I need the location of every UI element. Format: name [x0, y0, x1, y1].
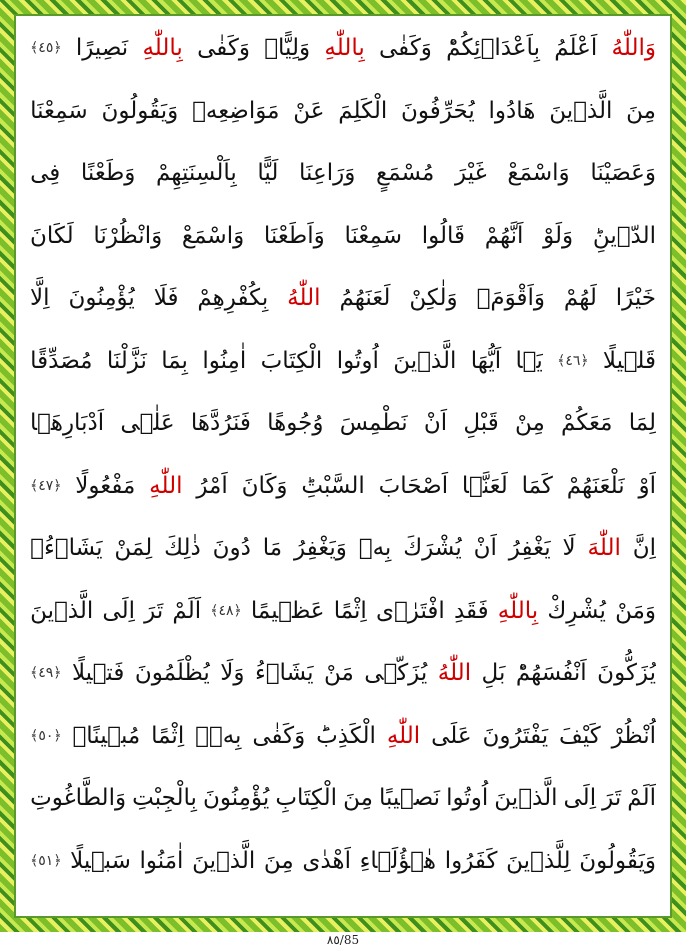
word: مِنْ — [514, 410, 545, 436]
word: نَصٖيبًا — [378, 785, 441, 811]
word: يُزَكُّونَ — [597, 660, 656, 686]
page-number: ٨٥/85 — [326, 933, 360, 947]
word: فَنَرُدَّهَا — [190, 410, 251, 436]
word: لَعَنَهُمُ — [339, 285, 391, 311]
word: الْكِتَابَ — [260, 347, 323, 374]
word: نَطْمِسَ — [339, 410, 408, 436]
word: اَلَمْ — [627, 785, 656, 811]
word: بِكُفْرِهِمْ — [197, 285, 269, 311]
word: مِنَ — [626, 97, 656, 124]
word: مُسْمَعٍ — [375, 160, 435, 186]
word: فَتٖيلًا — [71, 660, 125, 686]
word: يُحَرِّفُونَ — [401, 97, 475, 124]
word: اُنْظُرْ — [611, 722, 656, 749]
word: فَلَا — [153, 285, 179, 311]
word: قَالُوا — [421, 222, 466, 249]
word: وَاسْمَعْ — [507, 160, 570, 186]
divine-name-word: اللّٰهِ — [386, 722, 421, 749]
word: بِالْجِبْتِ — [132, 785, 197, 811]
word: هٰۤؤُلَۤاءِ — [359, 847, 437, 874]
word: يُشْرَكَ — [403, 535, 462, 561]
word: وَيَقُولُونَ — [101, 97, 179, 124]
word: وَاَطَعْنَا — [263, 222, 325, 249]
word: لِلَّذٖينَ — [506, 847, 571, 874]
word: بِاَلْسِنَتِهِمْ — [156, 160, 237, 186]
word: لَا — [562, 535, 576, 561]
word: اٰمِنُوا — [202, 347, 247, 374]
word: قَبْلِ — [463, 410, 499, 436]
word: فِى — [30, 160, 61, 186]
word: وَكَفٰى — [252, 722, 306, 749]
word: لَهُمْ — [563, 285, 597, 311]
word: وَلَا — [220, 660, 245, 686]
word: يَغْفِرُ — [508, 535, 551, 561]
word: دُونَ — [212, 535, 251, 561]
word: قَلٖيلًا — [602, 347, 656, 374]
text-line — [30, 397, 656, 449]
word: يُزَكّٖى — [364, 660, 428, 686]
word: اَدْبَارِهَۤا — [30, 410, 105, 436]
word: اِلَى — [563, 785, 597, 811]
word: وَعَصَيْنَا — [590, 160, 656, 186]
word: نَزَّلْنَا — [106, 347, 147, 374]
word: بِمَا — [161, 347, 188, 374]
word: لَيًّا — [257, 160, 279, 186]
word: اَعْلَمُ — [554, 35, 598, 61]
word: لَعَنَّۤا — [461, 472, 508, 499]
text-line — [30, 335, 656, 387]
text-line — [30, 585, 656, 637]
word: اِلَى — [102, 597, 135, 624]
word: لِمَنْ — [114, 535, 153, 561]
word: الَّذٖينَ — [192, 847, 256, 874]
word: اَمْرُ — [196, 472, 228, 499]
ayah-number: ﴿٤٩﴾ — [30, 665, 62, 681]
text-line — [30, 147, 656, 199]
word: وَلِيًّاۙ — [264, 35, 311, 61]
text-line — [30, 460, 656, 512]
word: يُظْلَمُونَ — [134, 660, 210, 686]
word: يُؤْمِنُونَ — [68, 285, 135, 311]
divine-name-word: اللّٰهَ — [587, 535, 621, 561]
word: تَرَ — [144, 597, 164, 624]
word: كَيْفَ — [559, 722, 601, 749]
word: مُبٖينًاۚ — [72, 722, 141, 749]
word: وَيَقُولُونَ — [579, 847, 656, 874]
divine-name-word: وَاللّٰهُ — [611, 35, 656, 61]
text-line — [30, 647, 656, 699]
ayah-number: ﴿٤٧﴾ — [30, 477, 62, 494]
ayah-number: ﴿٤٥﴾ — [30, 40, 62, 56]
word: اَنْ — [473, 535, 497, 561]
word: عَنْ — [293, 97, 325, 124]
word: مَوَاضِعِهٖ — [192, 97, 280, 124]
word: الْكَذِبَؕ — [316, 722, 376, 749]
word: اَنْ — [423, 410, 448, 436]
word: عَلٰۤى — [120, 410, 175, 436]
word: مِنَ — [263, 847, 294, 874]
word: اِلَّا — [30, 285, 50, 311]
word: وَلٰكِنْ — [409, 285, 458, 311]
word: مَعَكُمْ — [561, 410, 613, 436]
word: اِنَّ — [632, 535, 656, 561]
word: الْكَلِمَ — [338, 97, 388, 124]
word: الْكِتَابِ — [275, 785, 338, 811]
word: ذٰلِكَ — [164, 535, 201, 561]
word: تَرَ — [602, 785, 622, 811]
text-line — [30, 85, 656, 137]
word: افْتَرٰۤى — [375, 597, 445, 624]
word: مُصَدِّقًا — [30, 347, 93, 374]
divine-name-word: اللّٰهُ — [287, 285, 321, 311]
word: اَهْدٰى — [302, 847, 351, 874]
text-line — [30, 710, 656, 762]
divine-name-word: بِاللّٰهِ — [142, 35, 183, 61]
text-line — [30, 772, 656, 824]
word: يُشْرِكْ — [547, 597, 606, 624]
word: اَيُّهَا — [470, 347, 502, 374]
text-line — [30, 835, 656, 887]
word: اَنْفُسَهُمْؕ — [515, 660, 587, 686]
word: كَفَرُوا — [444, 847, 498, 874]
word: وَيَغْفِرُ — [293, 535, 347, 561]
divine-name-word: بِاللّٰهِ — [497, 597, 539, 624]
word: اِثْمًا — [333, 597, 367, 624]
word: الَّذٖينَ — [393, 347, 457, 374]
word: نَلْعَنَهُمْ — [566, 472, 625, 499]
word: يَشَاۤءُۚ — [30, 535, 103, 561]
text-line — [30, 522, 656, 574]
word: الدّٖينِؕ — [592, 222, 656, 249]
word: يَشَاۤءُ — [254, 660, 314, 686]
divine-name-word: اللّٰهِ — [149, 472, 183, 499]
word: وَالطَّاغُوتِ — [30, 785, 127, 811]
word: خَيْرًا — [615, 285, 656, 311]
word: عَلَى — [431, 722, 472, 749]
word: لَكَانَ — [30, 222, 74, 249]
word: اِثْمًا — [151, 722, 185, 749]
word: سَمِعْنَا — [344, 222, 403, 249]
text-line — [30, 22, 656, 74]
word: السَّبْتِؕ — [301, 472, 365, 499]
word: لِمَا — [628, 410, 656, 436]
word: وَكَفٰى — [197, 35, 250, 61]
word: وَمَنْ — [615, 597, 656, 624]
word: اَوْ — [638, 472, 656, 499]
word: نَصِيرًا — [75, 35, 129, 61]
word: يَۤا — [515, 347, 543, 374]
word: اُوتُوا — [336, 347, 379, 374]
word: وَاسْمَعْ — [181, 222, 245, 249]
word: وَلَوْ — [543, 222, 574, 249]
text-line — [30, 210, 656, 262]
word: وَاَقْوَمَۙ — [476, 285, 545, 311]
word: مَفْعُولًا — [75, 472, 136, 499]
word: وَرَاعِنَا — [299, 160, 356, 186]
word: يَفْتَرُونَ — [482, 722, 549, 749]
word: هَادُوا — [488, 97, 536, 124]
word: غَيْرَ — [455, 160, 487, 186]
ayah-number: ﴿٥١﴾ — [30, 852, 62, 869]
word: وَانْظُرْنَا — [93, 222, 163, 249]
text-line — [30, 272, 656, 324]
divine-name-word: اللّٰهُ — [437, 660, 472, 686]
word: مَا — [262, 535, 283, 561]
ayah-number: ﴿٥٠﴾ — [30, 727, 62, 744]
word: اَصْحَابَ — [378, 472, 449, 499]
word: وُجُوهًا — [267, 410, 324, 436]
word: وَطَعْنًا — [80, 160, 136, 186]
word: عَظٖيمًا — [250, 597, 325, 624]
word: الَّذٖينَ — [549, 97, 613, 124]
word: اَنَّهُمْ — [484, 222, 524, 249]
word: يُؤْمِنُونَ — [202, 785, 270, 811]
word: اُوتُوا — [446, 785, 489, 811]
word: الَّذٖينَ — [494, 785, 558, 811]
word: وَكَفٰى — [379, 35, 432, 61]
word: اَلَمْ — [172, 597, 202, 624]
ayah-number: ﴿٤٨﴾ — [210, 602, 242, 619]
word: بِهٖۤ — [195, 722, 242, 749]
word: بِاَعْدَاۤئِكُمْؕ — [446, 35, 540, 61]
word: سَمِعْنَا — [30, 97, 88, 124]
word: بِهٖ — [358, 535, 392, 561]
word: مِنَ — [343, 785, 373, 811]
ayah-number: ﴿٤٦﴾ — [557, 352, 589, 369]
word: الَّذٖينَ — [30, 597, 94, 624]
word: وَكَانَ — [241, 472, 288, 499]
word: اٰمَنُوا — [139, 847, 184, 874]
word: مَنْ — [323, 660, 354, 686]
word: بَلِ — [481, 660, 506, 686]
divine-name-word: بِاللّٰهِ — [324, 35, 365, 61]
word: سَبٖيلًا — [70, 847, 131, 874]
word: كَمَا — [521, 472, 553, 499]
word: فَقَدِ — [453, 597, 489, 624]
quran-text — [30, 22, 656, 910]
